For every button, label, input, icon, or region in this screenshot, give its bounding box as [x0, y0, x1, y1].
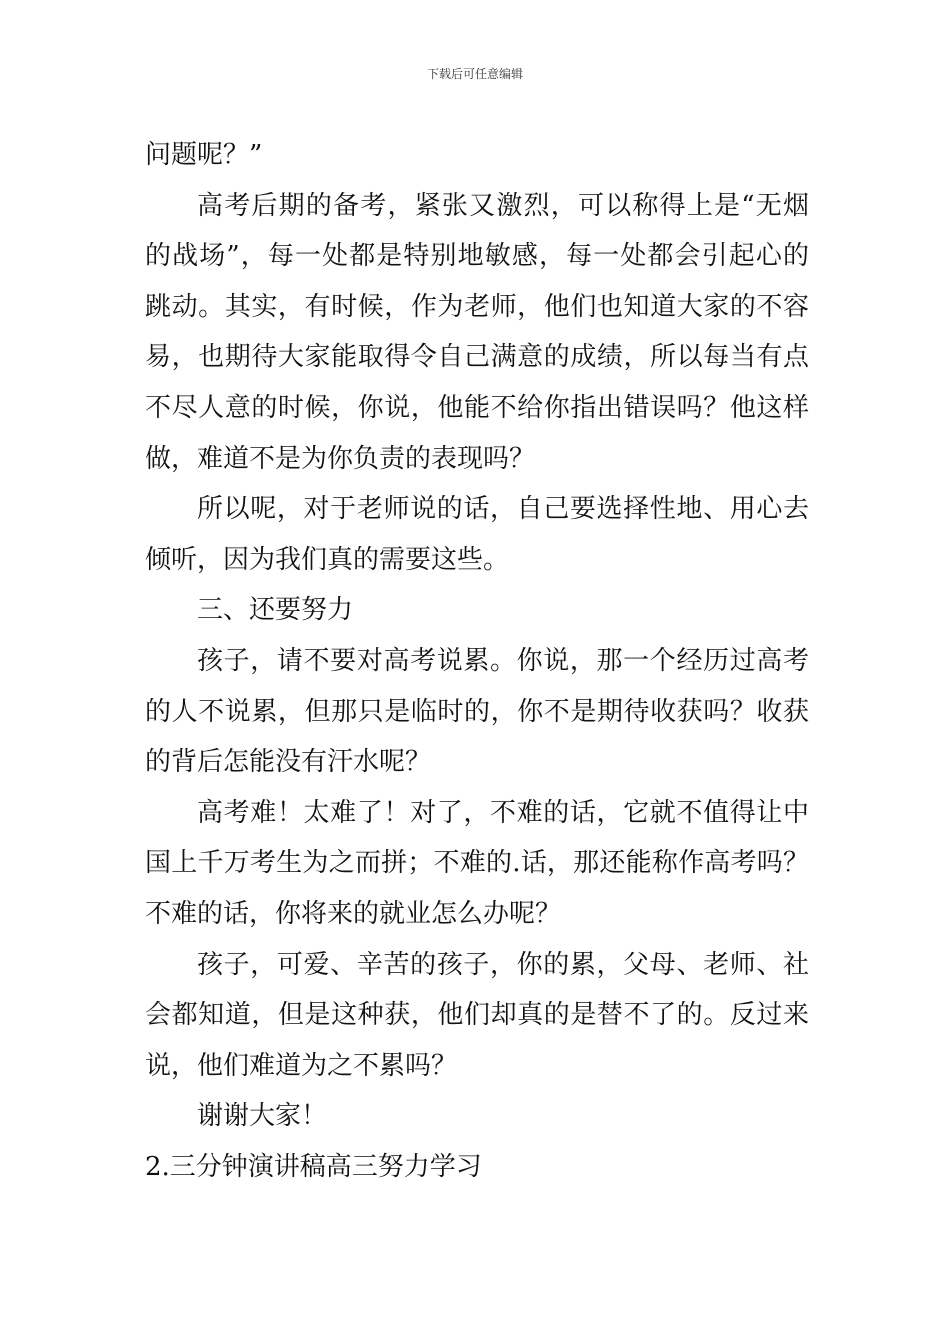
text-line: 做，难道不是为你负责的表现吗？ [145, 443, 536, 474]
paragraph-start: 所以呢，对于老师说的话，自己要选择性地、用心去 [197, 494, 809, 525]
section-title: 2.三分钟演讲稿高三努力学习 [145, 1151, 482, 1182]
text-line: 说，他们难道为之不累吗？ [145, 1050, 458, 1081]
text-line: 不难的话，你将来的就业怎么办呢？ [145, 898, 562, 929]
document-body [145, 130, 809, 1192]
closing-line: 谢谢大家！ [197, 1101, 328, 1132]
paragraph-start: 高考后期的备考，紧张又激烈，可以称得上是“无烟 [197, 190, 809, 221]
paragraph-start: 高考难！太难了！对了，不难的话，它就不值得让中 [197, 797, 809, 828]
text-line: 不尽人意的时候，你说，他能不给你指出错误吗？他这样 [145, 392, 809, 423]
text-line: 会都知道，但是这种获，他们却真的是替不了的。反过来 [145, 1000, 809, 1031]
text-line: 国上千万考生为之而拼；不难的.话，那还能称作高考吗？ [145, 848, 809, 879]
text-line: 问题呢？” [145, 140, 263, 170]
section-heading: 三、还要努力 [197, 595, 354, 626]
text-line: 的人不说累，但那只是临时的，你不是期待收获吗？收获 [145, 696, 809, 727]
text-line: 易，也期待大家能取得令自己满意的成绩，所以每当有点 [145, 342, 809, 373]
text-line: 的背后怎能没有汗水呢？ [145, 747, 432, 778]
paragraph-start: 孩子，请不要对高考说累。你说，那一个经历过高考 [197, 645, 809, 676]
paragraph-start: 孩子，可爱、辛苦的孩子，你的累，父母、老师、社 [197, 949, 809, 980]
page-header: 下载后可任意编辑 [426, 67, 523, 81]
text-line: 的战场”，每一处都是特别地敏感，每一处都会引起心的 [145, 241, 809, 272]
text-line: 倾听，因为我们真的需要这些。 [145, 544, 510, 575]
text-line: 跳动。其实，有时候，作为老师，他们也知道大家的不容 [145, 291, 809, 322]
